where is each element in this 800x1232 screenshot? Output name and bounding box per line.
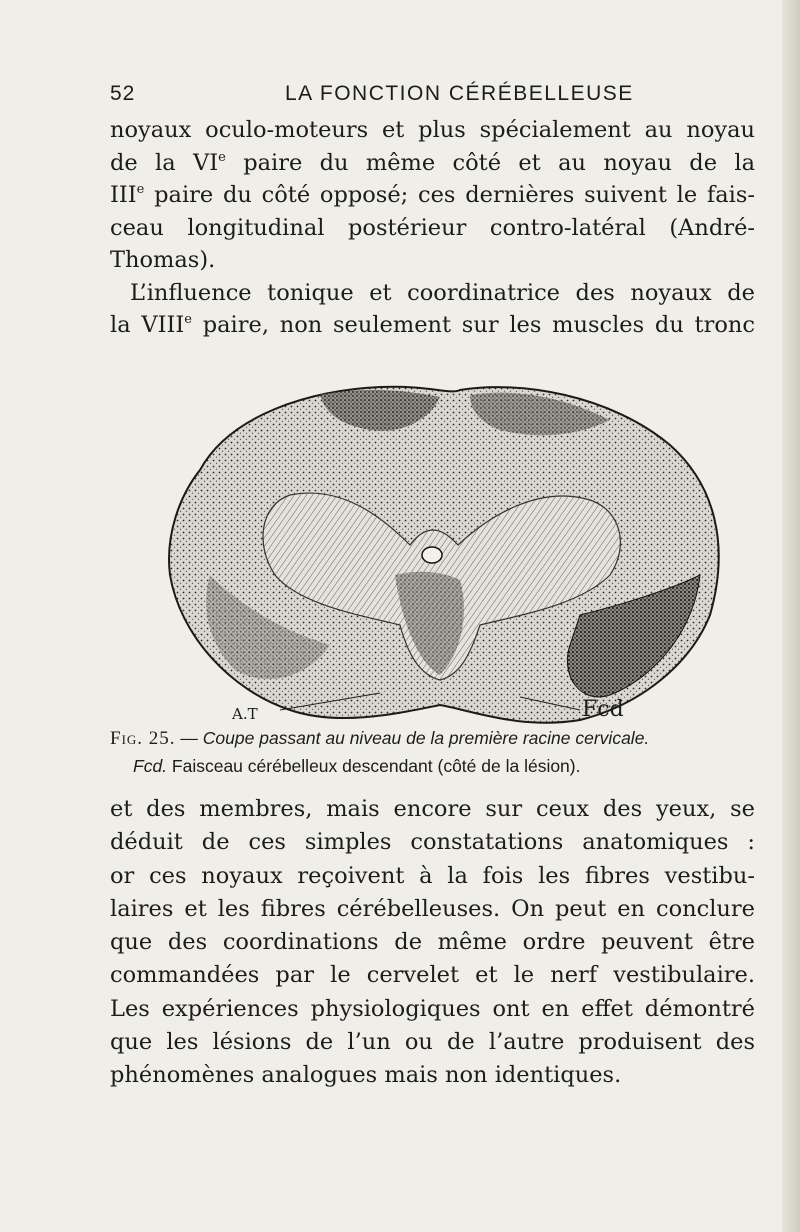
text-line: noyaux oculo-moteurs et plus spécialement au noyau bbox=[110, 117, 755, 143]
text-line: ceau longitudinal postérieur contro-latéral (André- bbox=[110, 214, 755, 241]
text-line: phénomènes analogues mais non identiques. bbox=[110, 1062, 622, 1089]
spinal-cord-section-illustration bbox=[140, 375, 740, 740]
text-line: IIIe paire du côté opposé; ces dernières suivent le fais- bbox=[110, 182, 755, 208]
legend-abbr: Fcd. bbox=[133, 756, 168, 776]
text-line: déduit de ces simples constatations anatomiques : bbox=[110, 829, 755, 856]
page-number: 52 bbox=[110, 82, 136, 105]
text-line: L’influence tonique et coordinatrice des noyaux de bbox=[130, 279, 755, 306]
text-line: or ces noyaux reçoivent à la fois les fibres vestibu- bbox=[110, 862, 755, 889]
page-edge bbox=[782, 0, 800, 1232]
figure-number: Fig. 25. bbox=[110, 728, 176, 749]
legend-description: Faisceau cérébelleux descendant (côté de la lésion). bbox=[167, 756, 581, 776]
label-at: A.T bbox=[232, 705, 258, 723]
running-title: LA FONCTION CÉRÉBELLEUSE bbox=[285, 82, 634, 105]
text-line: laires et les fibres cérébelleuses. On peut en conclure bbox=[110, 895, 755, 922]
text-line: commandées par le cervelet et le nerf vestibulaire. bbox=[110, 962, 755, 989]
text-line: la VIIIe paire, non seulement sur les muscles du tronc bbox=[110, 312, 755, 338]
text-line: de la VIe paire du même côté et au noyau de la bbox=[110, 149, 755, 176]
paragraph-bottom bbox=[110, 793, 755, 1093]
figure-caption bbox=[110, 728, 750, 750]
text-line: et des membres, mais encore sur ceux des yeux, se bbox=[110, 796, 755, 822]
figure-legend bbox=[133, 756, 773, 777]
text-line: que les lésions de l’un ou de l’autre produisent des bbox=[110, 1029, 755, 1056]
figure-spinal-cord-section bbox=[140, 375, 740, 740]
caption-dash: — bbox=[175, 728, 203, 748]
text-line: Les expériences physiologiques ont en effet démontré bbox=[110, 995, 755, 1022]
label-fcd: Fcd bbox=[582, 697, 624, 722]
figure-title: Coupe passant au niveau de la première racine cervicale. bbox=[202, 728, 650, 748]
text-line: Thomas). bbox=[110, 247, 216, 273]
text-line: que des coordinations de même ordre peuvent être bbox=[110, 929, 755, 956]
paragraph-top bbox=[110, 114, 755, 342]
page-header bbox=[110, 82, 730, 112]
